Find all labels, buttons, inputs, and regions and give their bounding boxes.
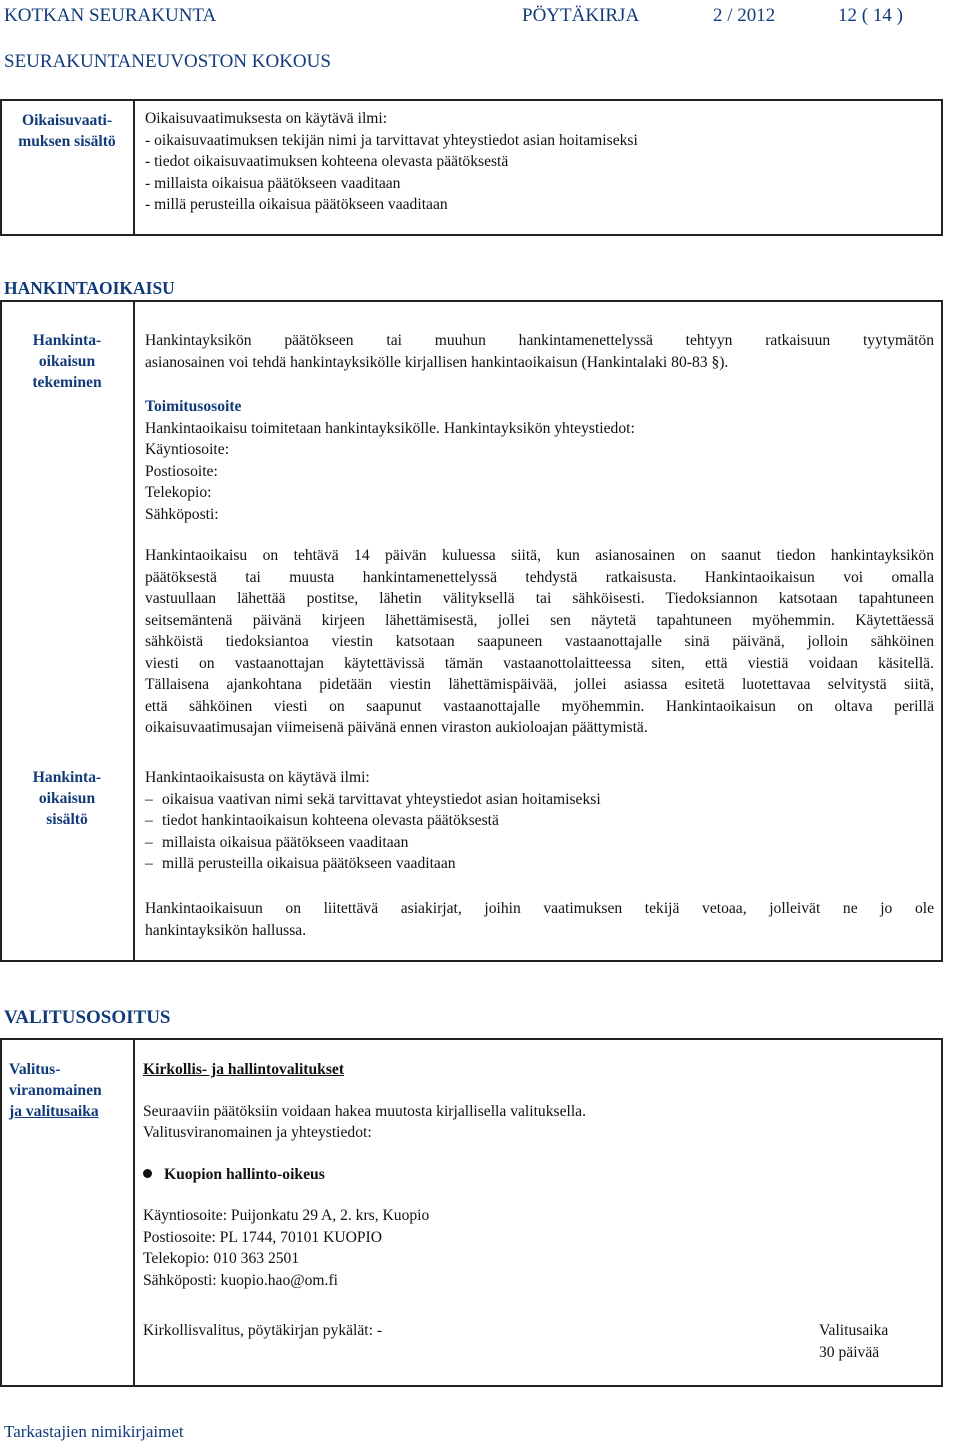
valitusaika-value: 30 päivää — [819, 1343, 880, 1361]
document-number: 2 / 2012 — [713, 5, 776, 26]
telekopio-label: Telekopio: — [145, 484, 212, 501]
valitus-intro1: Seuraaviin päätöksiin voidaan hakea muutosta kirjallisella valituksella. — [143, 1102, 586, 1120]
postiosoite-label: Postiosoite: — [145, 462, 218, 480]
org-name: KOTKAN SEURAKUNTA — [4, 5, 217, 26]
authority-item: Kuopion hallinto-oikeus — [143, 1164, 933, 1186]
valitusosoitus-title: VALITUSOSOITUS — [4, 1007, 171, 1028]
maaraika-paragraph: Hankintaoikaisu on tehtävä 14 päivän kuluessa siitä, kun asianosainen on saanut tiedon hankintayksikön päätöksestä tai muusta hankintamenettelyssä tehdystä ratkaisusta. Hankintaoikaisun voi omalla vastuullaan lähettää postitse, lähetin välityksellä tai sähköisesti. Tiedoksiannon katsotaan tapahtuneen seitsemäntenä päivänä kirjeen lähettämisestä, jollei sen näytetä tapahtuneen myöhemmin. Käytettäessä sähköistä tiedoksiantoa viestin katsotaan saapuneen vastaanottajalle sinä päivänä, jolloin sähköinen viesti on vastaanottajan käytettävissä tämän vastaanottolaitteessa siten, että viestiä voidaan käsitellä. Tällaisena ajankohtana pidetään viestin lähettämispäivää, jollei asiassa esitetä luotettavaa selvitystä siitä, että sähköinen viesti on saapunut vastaanottajalle myöhemmin. Hankintaoikaisun on oltava perillä oikaisuvaatimusajan viimeisenä päivänä ennen viraston aukioloajan päättymistä. — [145, 547, 934, 736]
list-item: – millä perusteilla oikaisua päätökseen vaaditaan — [145, 855, 456, 872]
document-type: PÖYTÄKIRJA — [522, 5, 640, 26]
valitus-content — [143, 1059, 933, 1291]
sisalto-block — [145, 767, 934, 875]
kirkollisvalitus-line: Kirkollisvalitus, pöytäkirjan pykälät: - — [143, 1322, 383, 1339]
sisalto-intro: Hankintaoikaisusta on käytävä ilmi: — [145, 769, 370, 786]
list-item: – millaista oikaisua päätökseen vaaditaan — [145, 833, 409, 851]
sahkoposti-label: Sähköposti: — [145, 505, 219, 523]
page-number: 12 ( 14 ) — [838, 5, 903, 26]
tekeminen-paragraph: Hankintayksikön päätökseen tai muuhun hankintamenettelyssä tehtyyn ratkaisuun tyytymätön asianosainen voi tehdä hankintayksikölle kirjallisen hankintaoikaisun (Hankintalaki 80-83 §). — [145, 332, 934, 371]
list-item: - oikaisuvaatimuksen tekijän nimi ja tarvittavat yhteystiedot asian hoitamiseksi — [145, 131, 638, 149]
valitus-subtitle: Kirkollis- ja hallintovalitukset — [143, 1061, 345, 1078]
authority-kayntiosoite: Käyntiosoite: Puijonkatu 29 A, 2. krs, Kuopio — [143, 1207, 430, 1224]
list-item: – oikaisua vaativan nimi sekä tarvittavat yhteystiedot asian hoitamiseksi — [145, 790, 601, 808]
oikaisuvaatimus-intro: Oikaisuvaatimuksesta on käytävä ilmi: — [145, 110, 388, 127]
liitteet-paragraph: Hankintaoikaisuun on liitettävä asiakirjat, joihin vaatimuksen tekijä vetoaa, jolleivät ne jo ole hankintayksikön hallussa. — [145, 900, 934, 939]
authority-postiosoite: Postiosoite: PL 1744, 70101 KUOPIO — [143, 1228, 382, 1246]
hankintaoikaisu-title: HANKINTAOIKAISU — [4, 278, 175, 298]
kayntiosoite-label: Käyntiosoite: — [145, 441, 230, 458]
oikaisuvaatimus-label: Oikaisuvaati- muksen sisältö — [18, 112, 116, 150]
valitus-intro2: Valitusviranomainen ja yhteystiedot: — [143, 1124, 372, 1141]
list-item: - tiedot oikaisuvaatimuksen kohteena olevasta päätöksestä — [145, 153, 509, 170]
valitus-label: Valitus- viranomainen ja valitusaika — [9, 1061, 102, 1120]
authority-sahkoposti: Sähköposti: kuopio.hao@om.fi — [143, 1271, 338, 1289]
box-divider — [133, 300, 135, 962]
valitusaika-label: Valitusaika — [819, 1322, 889, 1339]
list-item: - millä perusteilla oikaisua päätökseen vaaditaan — [145, 196, 448, 213]
valitusaika-block — [819, 1320, 888, 1363]
meeting-title: SEURAKUNTANEUVOSTON KOKOUS — [4, 51, 331, 72]
toimitus-line: Hankintaoikaisu toimitetaan hankintayksikölle. Hankintayksikön yhteystiedot: — [145, 419, 635, 437]
authority-telekopio: Telekopio: 010 363 2501 — [143, 1250, 300, 1267]
document-header — [4, 4, 956, 28]
toimitus-title: Toimitusosoite — [145, 398, 242, 415]
list-item: – tiedot hankintaoikaisun kohteena olevasta päätöksestä — [145, 812, 499, 829]
sisalto-label: Hankinta- oikaisun sisältö — [32, 769, 102, 828]
tekeminen-label: Hankinta- oikaisun tekeminen — [32, 332, 102, 391]
toimitus-block — [145, 396, 934, 525]
box-divider — [133, 1038, 135, 1387]
box-divider — [133, 99, 135, 236]
list-item: - millaista oikaisua päätökseen vaaditaan — [145, 174, 401, 192]
oikaisuvaatimus-content — [145, 108, 935, 216]
bullet-icon — [143, 1169, 152, 1178]
oikaisuvaatimus-list — [145, 130, 935, 216]
signatures-label: Tarkastajien nimikirjaimet — [4, 1422, 184, 1441]
sisalto-list — [145, 789, 934, 875]
